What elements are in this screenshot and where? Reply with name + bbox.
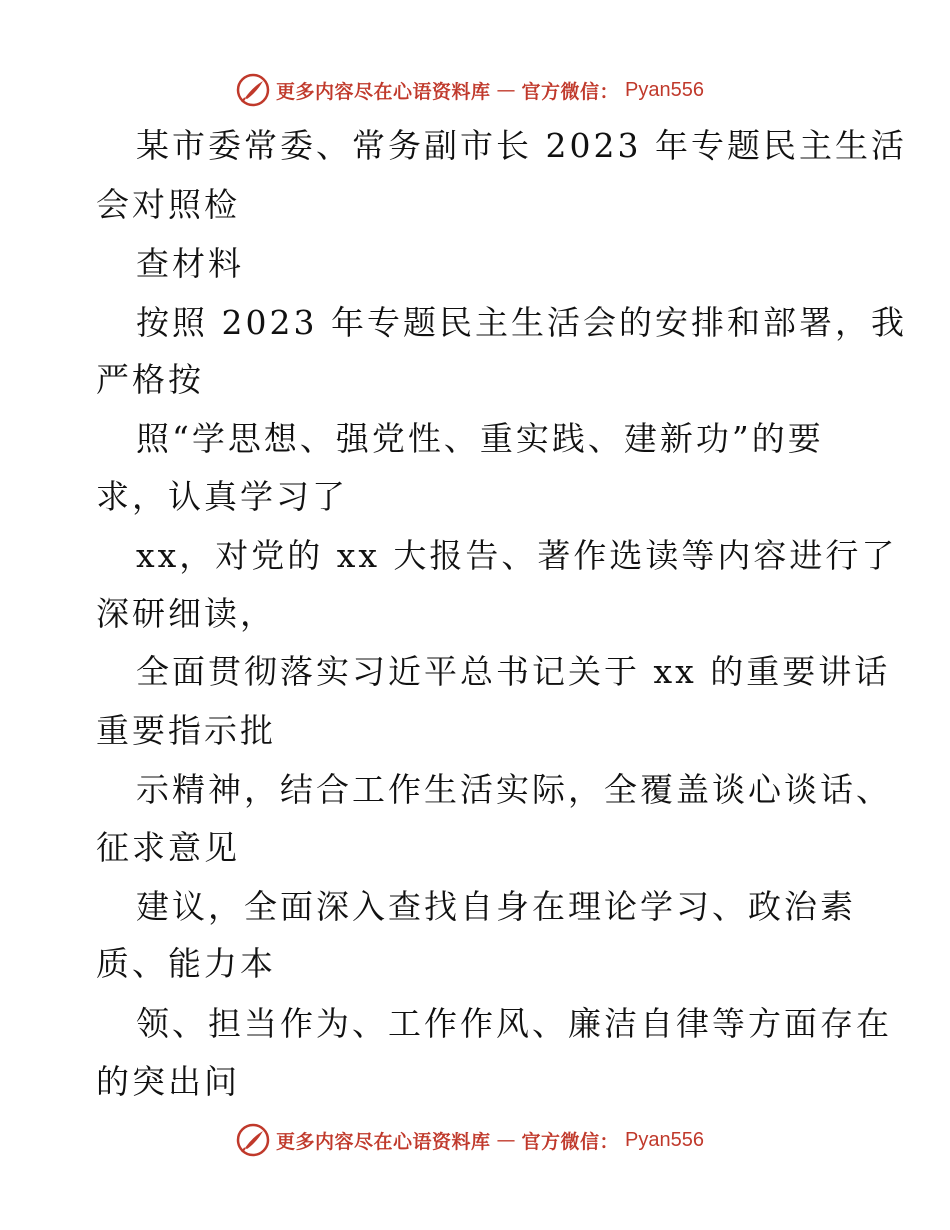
watermark-separator: —	[496, 79, 516, 101]
body-line: 会对照检	[96, 185, 240, 224]
watermark-wechat-id: Pyan556	[625, 1128, 704, 1151]
body-line: 深研细读，	[96, 594, 276, 633]
body-line: 的突出问	[96, 1062, 240, 1101]
body-line: 领、担当作为、工作作风、廉洁自律等方面存在	[136, 1004, 892, 1043]
watermark-wechat-id: Pyan556	[625, 78, 704, 101]
body-line: 按照 2023 年专题民主生活会的安排和部署，我	[136, 303, 907, 342]
watermark-separator: —	[496, 1129, 516, 1151]
watermark-label: 更多内容尽在心语资料库	[276, 80, 491, 103]
body-line: 全面贯彻落实习近平总书记关于 xx 的重要讲话	[136, 652, 891, 691]
feather-pen-logo-icon	[236, 1123, 270, 1157]
feather-pen-logo-icon	[236, 73, 270, 107]
body-line: 严格按	[96, 360, 204, 399]
body-line: 某市委常委、常务副市长 2023 年专题民主生活	[136, 126, 907, 165]
footer-watermark	[236, 1122, 704, 1158]
watermark-suffix: 官方微信：	[521, 1130, 620, 1153]
body-line: 求，认真学习了	[96, 477, 348, 516]
header-watermark	[236, 72, 704, 108]
body-line: 重要指示批	[96, 711, 276, 750]
body-line: 查材料	[136, 244, 244, 283]
body-line: 照“学思想、强党性、重实践、建新功”的要	[136, 419, 824, 458]
body-line: 征求意见	[96, 828, 240, 867]
watermark-suffix: 官方微信：	[521, 80, 620, 103]
body-line: 建议，全面深入查找自身在理论学习、政治素	[136, 887, 856, 926]
body-line: xx，对党的 xx 大报告、著作选读等内容进行了	[136, 536, 898, 575]
watermark-label: 更多内容尽在心语资料库	[276, 1130, 491, 1153]
body-line: 示精神，结合工作生活实际，全覆盖谈心谈话、	[136, 770, 892, 809]
body-line: 质、能力本	[96, 944, 276, 983]
